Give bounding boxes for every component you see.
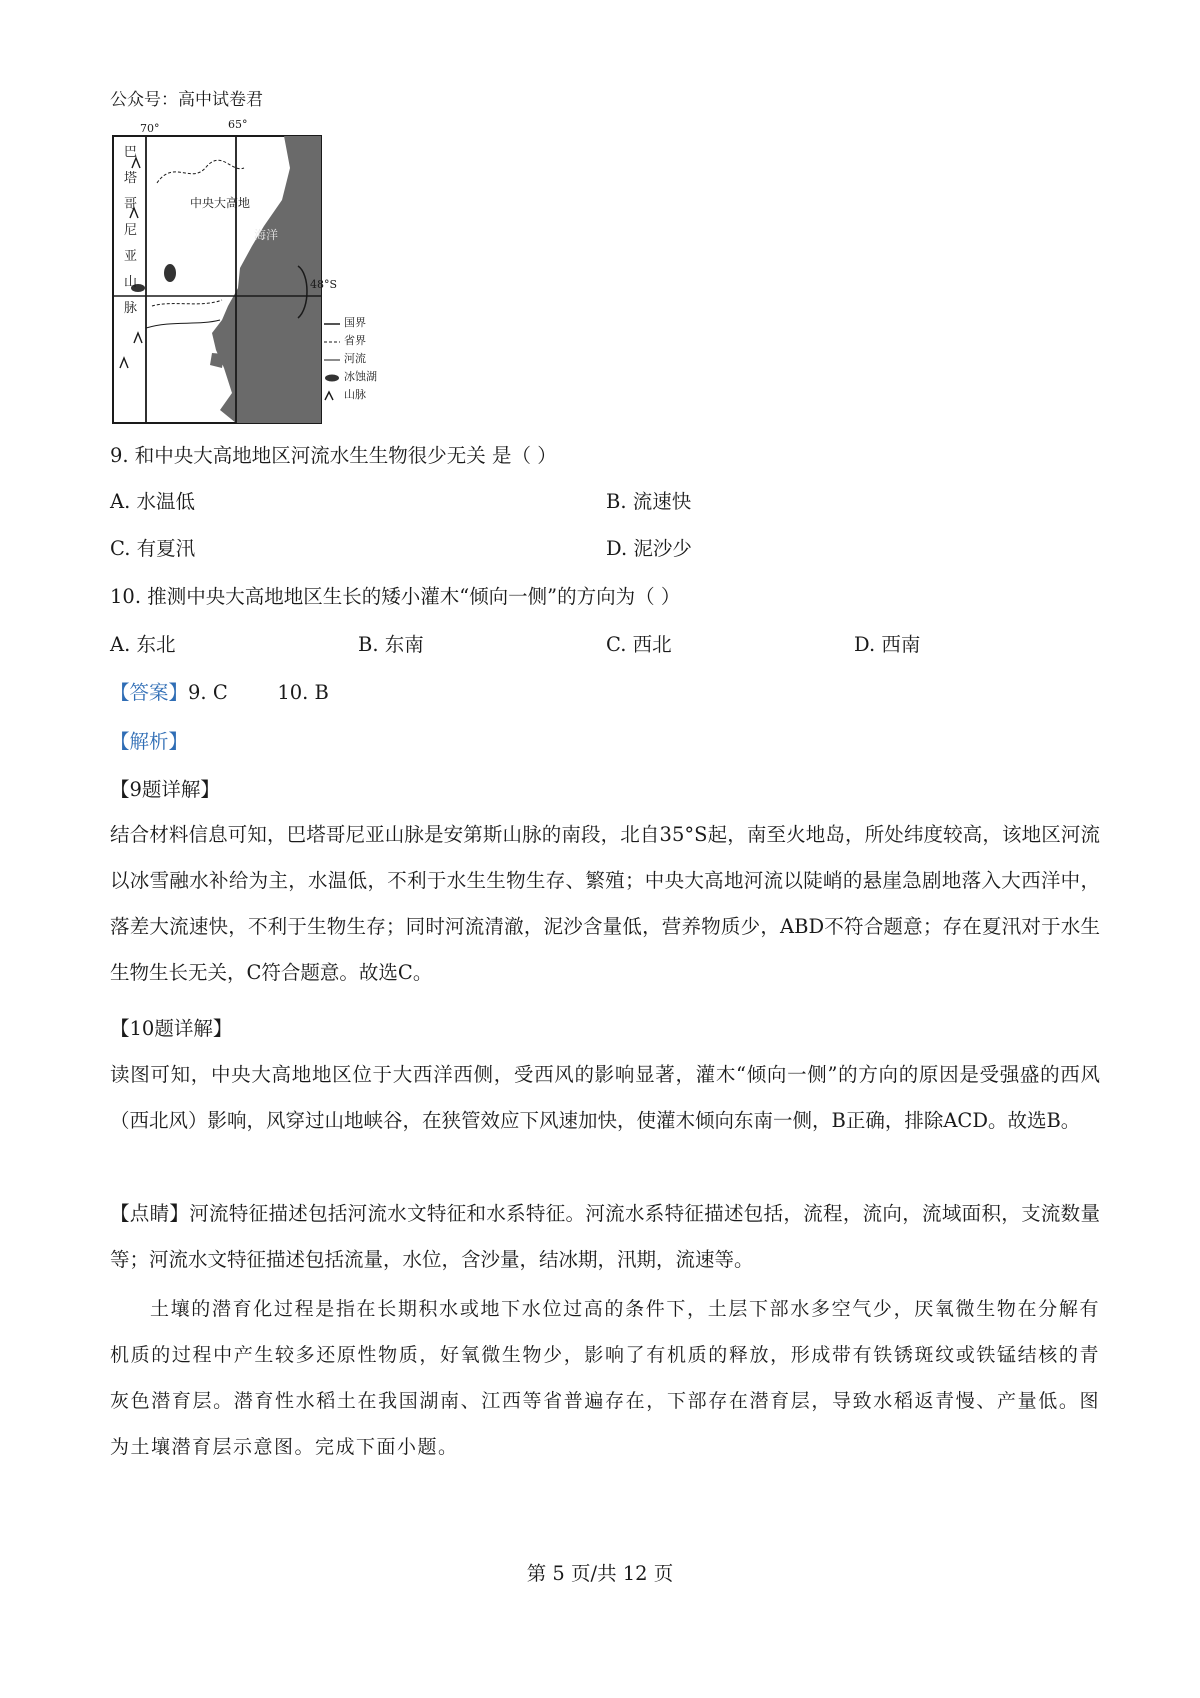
mountain-char: 哥: [124, 197, 138, 212]
mountain-char: 巴: [124, 145, 138, 160]
province-border-south: [152, 300, 222, 306]
answer-text: 9. C 10. B: [188, 681, 329, 704]
q10-stem: 10. 推测中央大高地地区生长的矮小灌木“倾向一侧”的方向为（ ）: [110, 585, 681, 608]
dianjing-para: [110, 1191, 1100, 1283]
lon-label-70: 70°: [140, 122, 160, 135]
sea-area: [212, 136, 321, 423]
q9-option-c: C. 有夏汛: [110, 537, 196, 560]
q10-option-b: B. 东南: [358, 633, 424, 656]
map-legend: [344, 314, 377, 404]
sea-label: 海洋: [254, 228, 279, 242]
q10-option-d: D. 西南: [854, 633, 921, 656]
legend-mountain-symbol: [325, 392, 333, 400]
patagonia-map-figure: [112, 118, 412, 427]
legend-item: 省界: [344, 334, 366, 347]
q9-option-d: D. 泥沙少: [606, 537, 692, 560]
q9-stem: 9. 和中央大高地地区河流水生生物很少无关 是（ ）: [110, 444, 557, 467]
dianjing-body: 河流特征描述包括河流水文特征和水系特征。河流水系特征描述包括，流程，流向，流域面积，支流数量等；河流水文特征描述包括流量，水位，含沙量，结冰期，汛期，流速等。: [110, 1202, 1100, 1271]
analysis-tag: 【解析】: [110, 730, 189, 753]
province-border: [157, 160, 244, 183]
mountain-char: 塔: [124, 171, 138, 186]
intro-para: 土壤的潜育化过程是指在长期积水或地下水位过高的条件下，土层下部水多空气少，厌氧微生物在分解有机质的过程中产生较多还原性物质，好氧微生物少，影响了有机质的释放，形成带有铁锈斑纹或铁锰结核的青灰色潜育层。潜育性水稻土在我国湖南、江西等省普遍存在，下部存在潜育层，导致水稻返青慢、产量低。图为土壤潜育层示意图。完成下面小题。: [110, 1298, 1100, 1458]
mountain-char: 脉: [124, 301, 138, 316]
d9-body: 结合材料信息可知，巴塔哥尼亚山脉是安第斯山脉的南段，北自35°S起，南至火地岛，所处纬度较高，该地区河流以冰雪融水补给为主，水温低，不利于水生生物生存、繁殖；中央大高地河流以陡峭的悬崖急剧地落入大西洋中，落差大流速快，不利于生物生存；同时河流清澈，泥沙含量低，营养物质少，ABD不符合题意；存在夏汛对于水生生物生长无关，C符合题意。故选C。: [110, 823, 1100, 984]
q10-option-c: C. 西北: [606, 633, 672, 656]
mountain-char: 亚: [124, 249, 138, 264]
dianjing-title: 【点睛】: [110, 1202, 190, 1225]
lat-label: 48°S: [310, 278, 338, 291]
legend-lake-symbol: [325, 375, 339, 382]
mountain-char: 尼: [124, 223, 138, 238]
page-footer: 第 5 页/共 12 页: [526, 1562, 674, 1585]
mountain-name-vertical: [124, 140, 140, 322]
legend-item: 冰蚀湖: [344, 370, 377, 383]
d10-body: 读图可知，中央大高地地区位于大西洋西侧，受西风的影响显著，灌木“倾向一侧”的方向的原因是受强盛的西风（西北风）影响，风穿过山地峡谷，在狭管效应下风速加快，使灌木倾向东南一侧，B正确，排除ACD。故选B。: [110, 1063, 1100, 1132]
d9-title: 【9题详解】: [110, 778, 220, 801]
lon-label-65: 65°: [228, 118, 248, 131]
legend-item: 河流: [344, 352, 366, 365]
mountain-char: 山: [124, 275, 138, 290]
answer-tag: 【答案】: [110, 681, 189, 704]
river: [146, 320, 220, 328]
island: [210, 353, 224, 368]
q10-option-a: A. 东北: [110, 633, 176, 656]
q9-option-b: B. 流速快: [606, 490, 692, 513]
glacial-lake: [164, 264, 176, 282]
d10-title: 【10题详解】: [110, 1017, 233, 1040]
answer-line: [110, 679, 329, 707]
legend-item: 山脉: [344, 388, 366, 401]
region-label: 中央大高地: [190, 196, 251, 210]
q9-option-a: A. 水温低: [110, 490, 195, 513]
legend-item: 国界: [344, 316, 366, 329]
wechat-header: 公众号：高中试卷君: [110, 90, 263, 110]
